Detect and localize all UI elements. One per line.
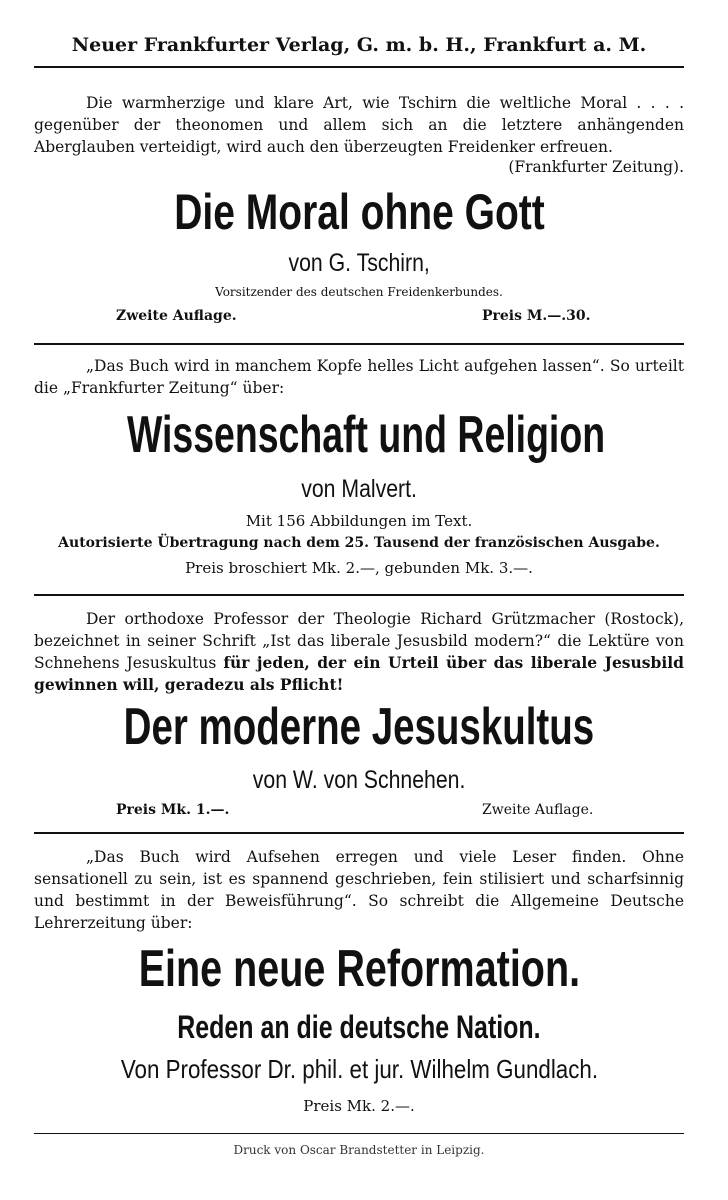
book1-author-wrap xyxy=(34,248,684,278)
book1-author-role: Vorsitzender des deutschen Freidenkerbundes. xyxy=(215,285,503,299)
book2-author-wrap xyxy=(34,474,684,504)
book4-title-wrap xyxy=(34,940,684,1002)
book2-price: Preis broschiert Mk. 2.—, gebunden Mk. 3.—. xyxy=(185,559,533,577)
divider-2 xyxy=(34,594,684,596)
book2-title-wrap xyxy=(34,406,684,468)
book1-title: Die Moral ohne Gott xyxy=(173,184,545,240)
book3-price: Preis Mk. 1.—. xyxy=(116,802,230,818)
book2-illustrations: Mit 156 Abbildungen im Text. xyxy=(245,512,473,530)
divider-1 xyxy=(34,343,684,345)
book3-author: von W. von Schnehen. xyxy=(252,766,466,794)
book4-author: Von Professor Dr. phil. et jur. Wilhelm Gundlach. xyxy=(120,1054,598,1084)
book2-author: von Malvert. xyxy=(301,475,417,503)
book4-review-quote: „Das Buch wird Aufsehen erregen und viele Leser finden. Ohne sensationell zu sein, ist es spannend geschrieben, fein stilisiert und scharfsinnig und bestimmt in der Beweisführung“. So schreibt die Allgemeine Deutsche Lehrerzeitung über: xyxy=(34,848,684,932)
divider-3 xyxy=(34,832,684,834)
footer-rule xyxy=(34,1133,684,1134)
book2-title: Wissenschaft und Religion xyxy=(126,406,606,464)
book4-subtitle-wrap xyxy=(34,1009,684,1045)
book1-title-wrap xyxy=(34,184,684,244)
book3-quote-emphasis: für jeden, der ein Urteil über das liberale Jesusbild gewinnen will, geradezu als Pflicht! xyxy=(34,653,684,694)
book1-edition: Zweite Auflage. xyxy=(116,308,237,324)
book1-review-quote: Die warmherzige und klare Art, wie Tschirn die weltliche Moral . . . . gegenüber der theonomen und allem sich an die letztere anhängenden Aberglauben verteidigt, wird auch den überzeugten Freidenker erfreuen. xyxy=(34,94,684,156)
book4-title: Eine neue Reformation. xyxy=(138,940,580,998)
book2-translation: Autorisierte Übertragung nach dem 25. Tausend der französischen Ausgabe. xyxy=(58,535,660,551)
book4-subtitle: Reden an die deutsche Nation. xyxy=(177,1009,541,1045)
book4-price: Preis Mk. 2.—. xyxy=(303,1097,415,1115)
publisher-header: Neuer Frankfurter Verlag, G. m. b. H., Frankfurt a. M. xyxy=(71,34,647,56)
book3-title: Der moderne Jesuskultus xyxy=(123,698,595,756)
printer-imprint: Druck von Oscar Brandstetter in Leipzig. xyxy=(233,1143,485,1157)
book3-review-quote xyxy=(34,608,684,696)
book1-review-source: (Frankfurter Zeitung). xyxy=(508,158,684,176)
book2-review-quote: „Das Buch wird in manchem Kopfe helles Licht aufgehen lassen“. So urteilt die „Frankfurter Zeitung“ über: xyxy=(34,357,684,397)
book3-quote-plain: Der orthodoxe Professor der Theologie Richard Grützmacher (Rostock), bezeichnet in seiner Schrift „Ist das liberale Jesusbild modern?“ die Lektüre von Schnehens Jesuskultus xyxy=(34,610,684,672)
header-rule xyxy=(34,66,684,68)
book3-edition: Zweite Auflage. xyxy=(482,802,594,818)
book3-title-wrap xyxy=(34,698,684,760)
book3-author-wrap xyxy=(34,765,684,795)
book4-author-wrap xyxy=(34,1054,684,1084)
book1-price: Preis M.—.30. xyxy=(482,308,591,324)
book1-author: von G. Tschirn, xyxy=(288,249,430,277)
